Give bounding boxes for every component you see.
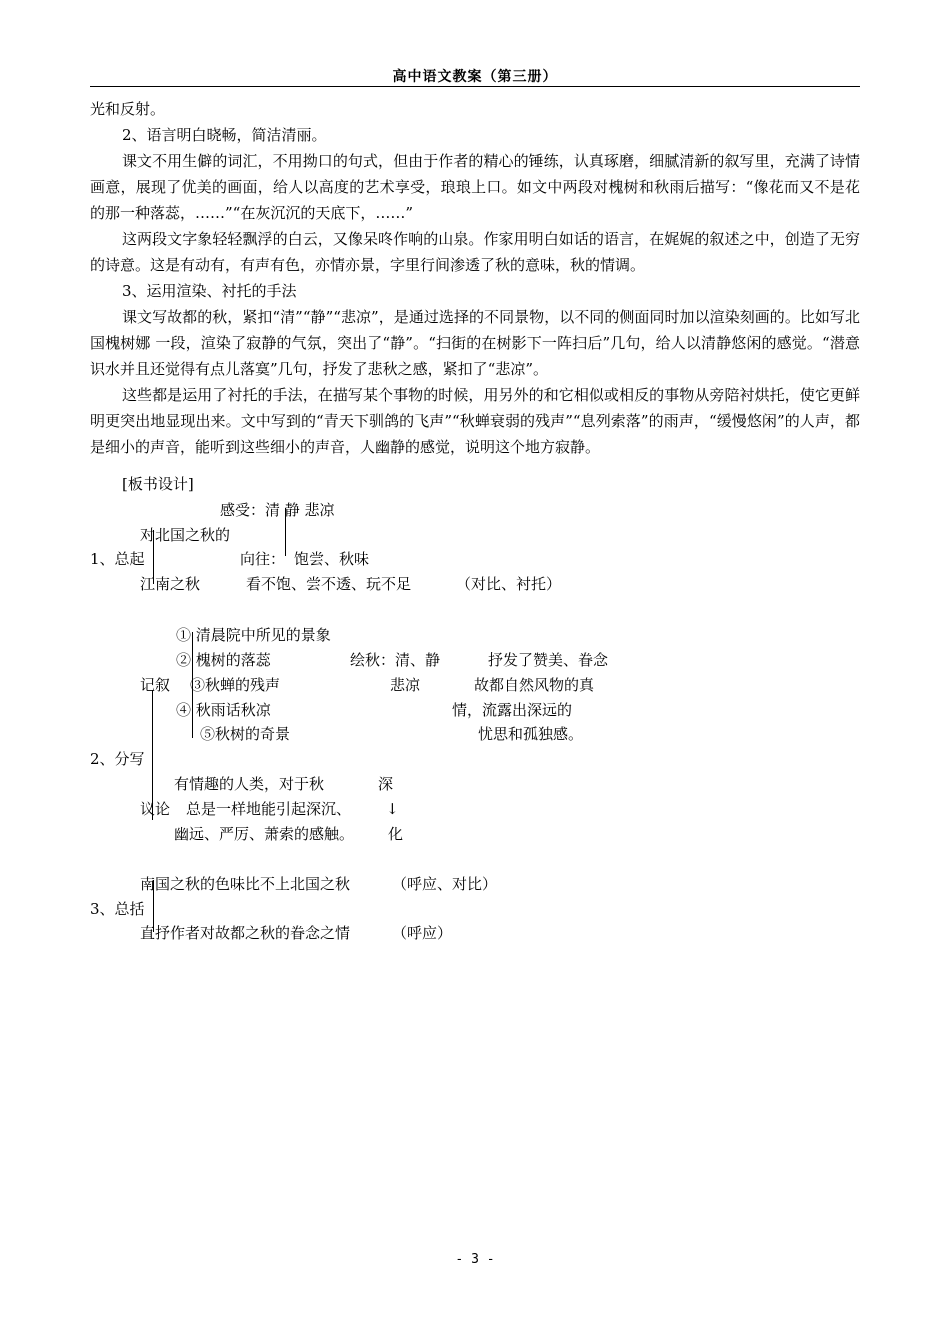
page-header: 高中语文教案（第三册） — [392, 69, 558, 85]
section-1-label: 1、总起 — [90, 550, 145, 568]
narrative-item: ① 清晨院中所见的景象 — [176, 626, 331, 644]
summary-line: 南国之秋的色味比不上北国之秋 — [140, 875, 351, 893]
deep-char: 深 — [378, 775, 394, 793]
feeling-line: 感受：清 静 悲凉 — [220, 501, 335, 519]
page-number: - 3 - — [455, 1252, 495, 1267]
paragraph: 课文不用生僻的词汇，不用拗口的句式，但由于作者的精心的锤练，认真琢磨，细腻清新的叙写里，充满了诗情画意，展现了优美的画面，给人以高度的艺术享受，琅琅上口。如文中两段对槐树和秋雨后描写：“像花而又不是花的那一种落蕊，……”“在灰沉沉的天底下，……” — [90, 152, 860, 222]
paragraph: 光和反射。 — [90, 100, 166, 118]
discussion-line: 幽远、严厉、萧索的感触。 — [174, 825, 355, 843]
contrast-note: （对比、衬托） — [456, 575, 562, 593]
bracket — [192, 632, 193, 738]
express-line: 情，流露出深远的 — [452, 701, 573, 719]
narrative-item: ⑤秋树的奇景 — [200, 725, 291, 743]
narrative-item: ③秋蝉的残声 — [190, 676, 281, 694]
narrate-label: 记叙 — [140, 676, 171, 694]
down-arrow-icon: ↓ — [386, 800, 399, 818]
section-2-label: 2、分写 — [90, 750, 145, 768]
summary-line: 直抒作者对故都之秋的眷念之情 — [140, 924, 351, 942]
summary-note: （呼应、对比） — [392, 875, 498, 893]
body-text — [90, 96, 860, 460]
section-heading: 2、语言明白晓畅，简洁清丽。 — [122, 126, 327, 144]
paragraph: 课文写故都的秋，紧扣“清”“静”“悲凉”，是通过选择的不同景物，以不同的侧面同时加以渲染刻画的。比如写北国槐树娜 一段，渲染了寂静的气氛，突出了“静”。“扫街的在树影下一阵扫后”几句，给人以清静悠闲的感觉。“潜意识水并且还觉得有点儿落寞”几句，抒发了悲秋之感，紧扣了“悲凉”。 — [90, 308, 860, 378]
narrative-item: ④ 秋雨话秋凉 — [176, 701, 271, 719]
paint-autumn-label-2: 悲凉 — [390, 676, 421, 694]
paint-autumn-label: 绘秋：清、静 — [350, 651, 441, 669]
express-line: 忧思和孤独感。 — [478, 725, 584, 743]
bracket — [153, 530, 154, 584]
section-heading: 3、运用渲染、衬托的手法 — [122, 282, 297, 300]
yearning-label: 向往： — [240, 550, 286, 568]
board-title: [板书设计] — [122, 475, 194, 493]
express-line: 抒发了赞美、眷念 — [488, 651, 609, 669]
paragraph: 这些都是运用了衬托的手法，在描写某个事物的时候，用另外的和它相似或相反的事物从旁陪衬烘托，使它更鲜明更突出地显现出来。文中写到的“青天下驯鸽的飞声”“秋蝉衰弱的残声”“息列索落”的雨声，“缓慢悠闲”的人声，都是细小的声音，能听到这些细小的声音，人幽静的感觉，说明这个地方寂静。 — [90, 386, 860, 456]
hua-char: 化 — [388, 825, 404, 843]
express-line: 故都自然风物的真 — [474, 676, 595, 694]
header-divider — [90, 86, 860, 87]
paragraph: 这两段文字象轻轻飘浮的白云，又像呆咚作响的山泉。作家用明白如话的语言，在娓娓的叙述之中，创造了无穷的诗意。这是有动有，有声有色，亦情亦景，字里行间渗透了秋的意味，秋的情调。 — [90, 230, 860, 274]
south-autumn-label: 江南之秋 — [140, 575, 201, 593]
yearning-items: 饱尝、秋味 — [294, 550, 370, 568]
bracket — [285, 508, 286, 556]
bracket — [152, 690, 153, 820]
discussion-line: 有情趣的人类，对于秋 — [174, 775, 325, 793]
discussion-line: 总是一样地能引起深沉、 — [186, 800, 352, 818]
discuss-label: 议论 — [140, 800, 171, 818]
summary-note: （呼应） — [392, 924, 453, 942]
bracket — [153, 880, 154, 932]
section-3-label: 3、总括 — [90, 900, 145, 918]
north-autumn-label: 对北国之秋的 — [140, 526, 231, 544]
narrative-item: ② 槐树的落蕊 — [176, 651, 271, 669]
south-autumn-detail: 看不饱、尝不透、玩不足 — [246, 575, 412, 593]
